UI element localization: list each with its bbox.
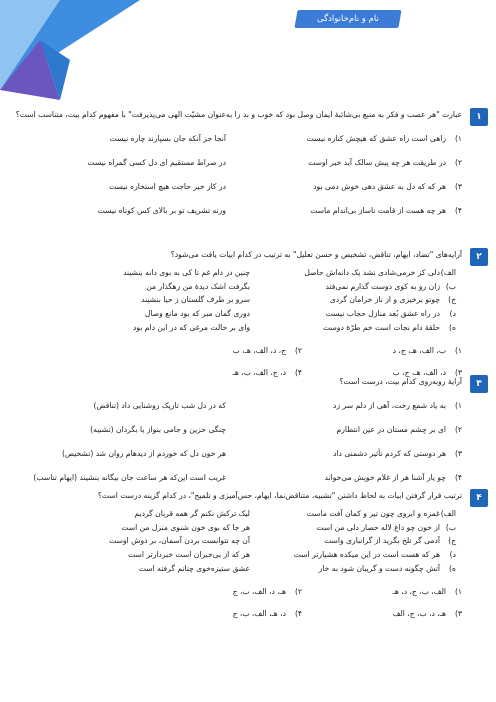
exam-page (10, 108, 488, 649)
question-stem: ترتیب قرار گرفتن ابیات به لحاظ داشتن "تشبیه، متناقض‌نما، ایهام، حس‌آمیزی و تلمیح"، در کدام گزینه درست است؟ (97, 491, 462, 500)
option-label: ۱) (454, 587, 462, 597)
option-text: الف، ب، ج، د، هـ (392, 587, 446, 597)
answer-options (10, 581, 462, 625)
verse-first: هر که هست است در این میکده هشیارتر است (293, 550, 440, 560)
option-verse-second: چنگی حزین و جامی بنواز یا بگردان (تشبیه) (90, 424, 226, 434)
option-verse-first: راهی است راه عشق که هیچش کناره نیست (306, 133, 446, 143)
question-3 (10, 375, 488, 489)
verse-list (10, 507, 456, 575)
verse-line (10, 266, 456, 280)
verse-label: د) (449, 550, 456, 560)
option-3[interactable] (10, 441, 462, 465)
verse-first: چوتو برخیزی و از ناز خرامان گردی (329, 295, 440, 305)
verse-line (10, 280, 456, 294)
verse-second: دوری گمان مبر که بود مانع وصال (144, 309, 250, 319)
verse-first: دلی کز خرمی‌شادی نشد یک دانه‌اش حاصل (304, 268, 440, 278)
option-1[interactable] (10, 126, 462, 150)
option-text: د، الف، هـ، ج، ب (392, 368, 446, 378)
option-verse-second: در صراط مستقیم ای دل کسی گمراه نیست (87, 157, 226, 167)
question-number: ۲ (470, 248, 488, 266)
option-4[interactable] (10, 198, 462, 222)
verse-second: چنین در دام غم تا کی به بوی دانه بنشیند (122, 268, 250, 278)
option-label: ۱) (454, 346, 462, 356)
option-verse-first: به یاد شمع رخت، آهی از دلم سر زد (333, 400, 446, 410)
verse-label: الف) (440, 509, 456, 519)
verse-label: ج) (448, 295, 456, 305)
verse-first: زان رو به کوی دوست گذارم نمی‌فتد (325, 281, 440, 291)
verse-line (10, 561, 456, 575)
header-decoration (0, 0, 140, 100)
option-3[interactable] (10, 174, 462, 198)
verse-second: هر جا که بوی خون شنوی منزل من است (121, 522, 250, 532)
answer-option-1[interactable] (302, 581, 462, 603)
name-field-label: نام و نام‌خانوادگی (317, 14, 379, 24)
verse-list (10, 266, 456, 334)
option-label: ۴) (454, 205, 462, 215)
verse-second: بگرفت اشک دیدهٔ من رهگذار من (146, 281, 250, 291)
verse-first: از خون چو داغ لاله حصار دلی من است (316, 522, 440, 532)
verse-line (10, 521, 456, 535)
verse-label: الف) (440, 268, 456, 278)
option-label: ۲) (294, 587, 302, 597)
verse-line (10, 307, 456, 321)
answer-option-2[interactable] (142, 340, 302, 362)
verse-line (10, 320, 456, 334)
answer-option-4[interactable] (142, 603, 302, 625)
verse-first: حلقۀ دام نجات است خم طرّۀ دوست (322, 322, 440, 332)
option-text: هـ، د، الف، ب، ج (232, 587, 286, 597)
option-text: ب، الف، هـ، ج، د (392, 346, 446, 356)
option-text: هـ، د، ب، ج، الف (392, 609, 446, 619)
question-number: ۴ (470, 489, 488, 507)
option-label: ۲) (454, 424, 462, 434)
option-label: ۴) (454, 472, 462, 482)
question-stem: آرایۀ روبه‌روی کدام بیت، درست است؟ (339, 377, 462, 386)
option-verse-first: هر که که دل به عشق دهی خوش دمی بود (313, 181, 446, 191)
option-verse-second: ورنه تشریف تو بر بالای کس کوتاه نیست (97, 205, 226, 215)
question-1 (10, 108, 488, 248)
verse-first: غمزه و ابروی چون تیر و کمان آفت ماست (306, 509, 440, 519)
question-stem: آرایه‌های "تضاد، ایهام، تناقض، تشخیص و حسن تعلیل" به ترتیب در کدام ابیات یافت می‌شود؟ (170, 250, 462, 259)
verse-first: آتش چگونه دست و گریبان شود به خار (318, 563, 440, 573)
verse-label: ب) (445, 522, 456, 532)
verse-second: آن چه نتوانست بردن آسمان، بر دوش اوست (109, 536, 250, 546)
verse-second: سرو بر طرف گلستان ز حیا بنشیند (141, 295, 250, 305)
option-verse-first: در طریقت هر چه پیش سالک آید خیر اوست (308, 157, 446, 167)
option-verse-second: در کار خیر حاجت هیچ استخاره نیست (109, 181, 226, 191)
verse-second: وای بر حالت مرغی که در این دام بود (132, 322, 250, 332)
question-stem: عبارت "هر عصب و فکر به منبع بی‌شائبۀ ایمان وصل بود که خوب و بد را به‌عنوان مشیّت الهی می‌پذیرفت" با مفهوم کدام بیت، متناسب است؟ (15, 110, 462, 119)
option-verse-first: هر دوستی که کردم تأثیر دشمنی داد (333, 448, 446, 458)
verse-first: آدمی گر تلخ بگرید از گرانباری واست (324, 536, 440, 546)
option-verse-first: چو یار آشنا هر از غلام خویش می‌خواند (324, 472, 446, 482)
verse-line (10, 507, 456, 521)
option-verse-second: که در دل شب تاریک روشنایی داد (تناقض) (93, 400, 226, 410)
verse-second: هر که از بی‌خبران است خبردارتر است (128, 550, 250, 560)
option-label: ۳) (454, 181, 462, 191)
option-text: ج، د، الف، هـ، ب (232, 346, 286, 356)
option-text: د، ج، الف، ب، هـ (232, 368, 286, 378)
option-label: ۲) (454, 157, 462, 167)
verse-line (10, 293, 456, 307)
option-verse-second: آنجا جز آنکه جان بسپارند چاره نیست (109, 133, 226, 143)
option-label: ۱) (454, 133, 462, 143)
option-verse-second: هر خون دل که خوردم از دیدهام روان شد (تشخیص) (61, 448, 226, 458)
option-label: ۳) (454, 448, 462, 458)
question-number: ۱ (470, 108, 488, 126)
option-text: د، هـ، الف، ب، ج (232, 609, 286, 619)
option-label: ۳) (454, 368, 462, 378)
answer-option-1[interactable] (302, 340, 462, 362)
option-label: ۴) (294, 368, 302, 378)
question-number: ۳ (470, 375, 488, 393)
answer-option-2[interactable] (142, 581, 302, 603)
option-verse-first: ای بر چشم مستان در عین انتظارم (336, 424, 446, 434)
option-label: ۴) (294, 609, 302, 619)
option-label: ۲) (294, 346, 302, 356)
option-2[interactable] (10, 417, 462, 441)
verse-second: لیک ترکش نکنم گر همه قربان گردیم (134, 509, 250, 519)
option-4[interactable] (10, 465, 462, 489)
option-label: ۳) (454, 609, 462, 619)
verse-label: ب) (445, 281, 456, 291)
option-verse-first: هر چه هست از قامت ناساز بی‌اندام ماست (310, 205, 446, 215)
option-1[interactable] (10, 393, 462, 417)
question-2 (10, 248, 488, 378)
option-label: ۱) (454, 400, 462, 410)
verse-line (10, 548, 456, 562)
verse-label: ه) (449, 322, 456, 332)
question-4 (10, 489, 488, 649)
verse-label: ج) (448, 536, 456, 546)
verse-label: ه) (449, 563, 456, 573)
verse-line (10, 534, 456, 548)
verse-label: د) (449, 309, 456, 319)
verse-first: در راه عشق بُعد منازل حجاب نیست (325, 309, 440, 319)
name-field-badge (294, 10, 401, 28)
answer-option-3[interactable] (302, 603, 462, 625)
option-2[interactable] (10, 150, 462, 174)
option-verse-second: غریب است این‌که هر ساعت جان بیگانه بنشیند (ایهام تناسب) (33, 472, 226, 482)
verse-second: عشق ستیزه‌خوی چنانم گرفته است (138, 563, 250, 573)
